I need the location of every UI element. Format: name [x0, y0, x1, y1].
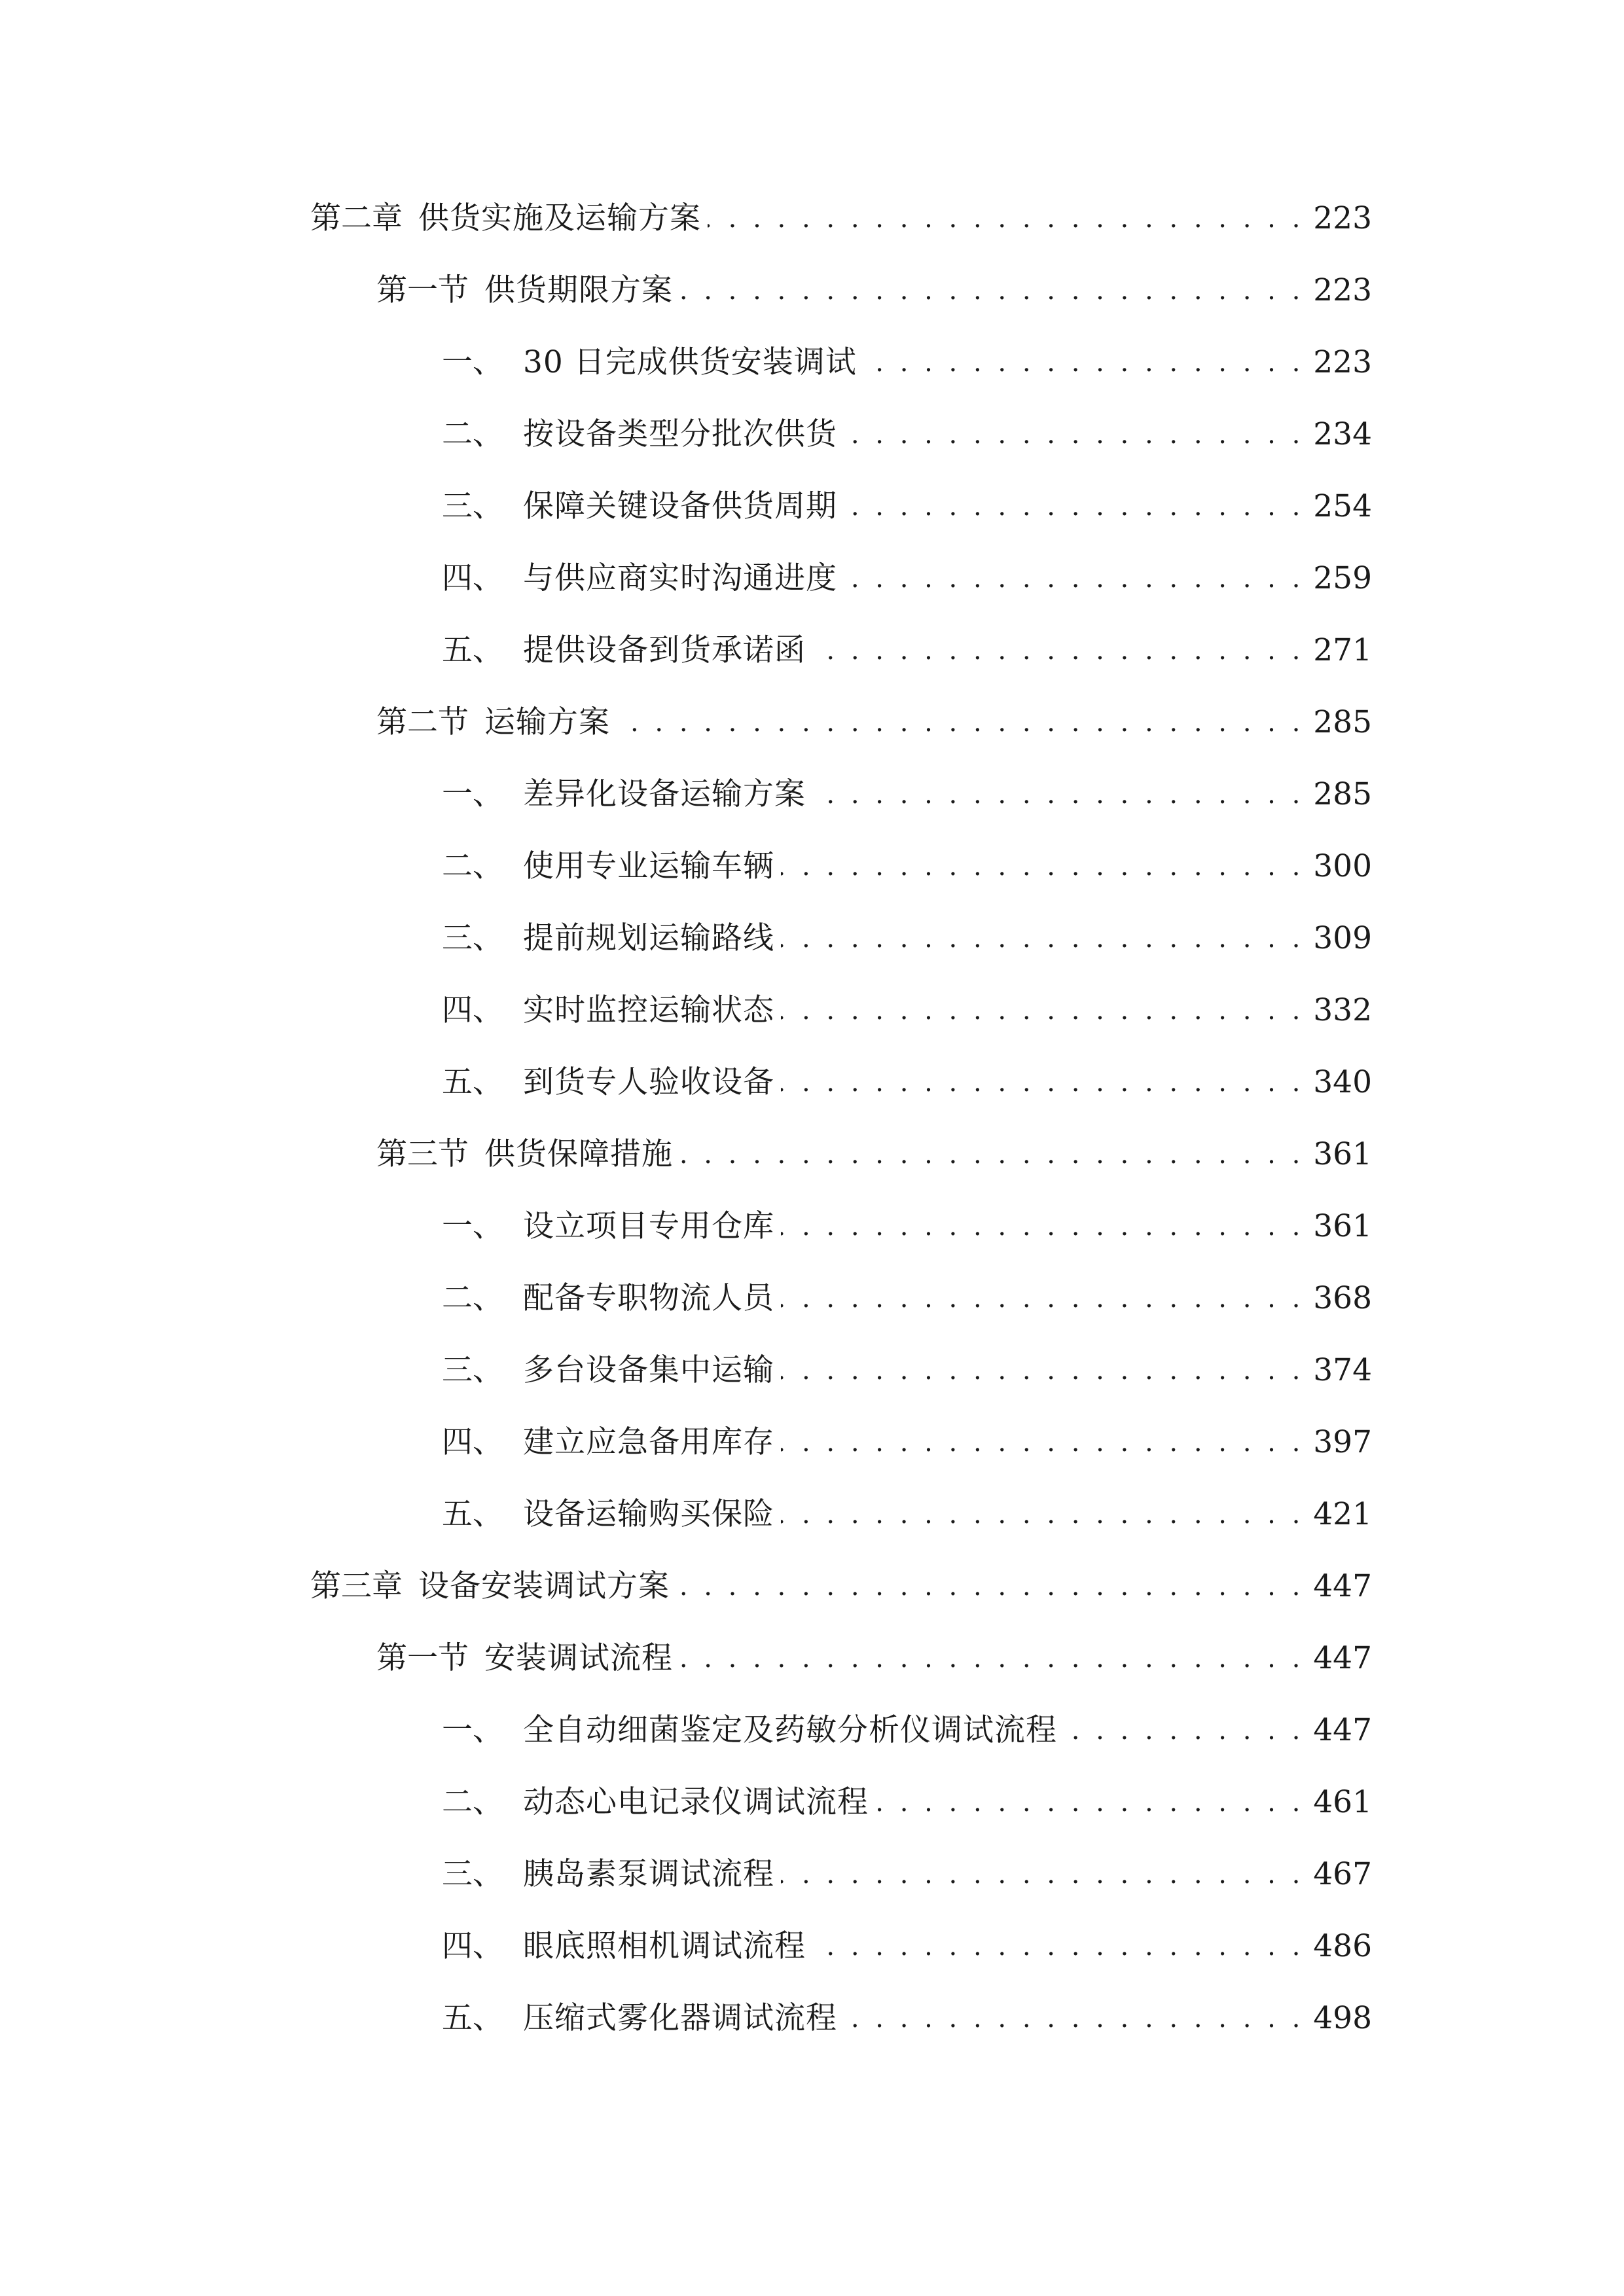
toc-entry-page-number: 486 — [1313, 1928, 1372, 1964]
toc-entry-item[interactable] — [442, 1416, 1372, 1469]
toc-entry-section[interactable] — [376, 696, 1372, 749]
toc-entry-prefix: 五、 — [442, 2000, 503, 2036]
toc-dot-leader — [812, 1920, 1304, 1973]
toc-entry-page-number: 467 — [1313, 1856, 1372, 1892]
toc-entry-item[interactable] — [442, 1776, 1372, 1829]
toc-entry-page-number: 285 — [1313, 704, 1372, 740]
toc-entry-title: 实时监控运输状态 — [523, 992, 774, 1028]
toc-entry-chapter-2[interactable] — [310, 192, 1372, 245]
toc-dot-leader — [781, 1272, 1304, 1325]
toc-entry-item[interactable] — [442, 912, 1372, 965]
toc-entry-title: 30 日完成供货安装调试 — [523, 344, 857, 380]
toc-entry-item[interactable] — [442, 1992, 1372, 2045]
toc-entry-prefix: 一、 — [442, 1712, 503, 1748]
toc-entry-title: 胰岛素泵调试流程 — [523, 1856, 774, 1892]
toc-dot-leader — [781, 984, 1304, 1037]
toc-entry-item[interactable] — [442, 840, 1372, 893]
toc-dot-leader — [781, 1488, 1304, 1541]
toc-entry-prefix: 二、 — [442, 1280, 503, 1316]
toc-dot-leader — [617, 696, 1304, 749]
toc-entry-page-number: 340 — [1313, 1064, 1372, 1100]
toc-entry-title: 安装调试流程 — [484, 1640, 673, 1676]
toc-entry-item[interactable] — [442, 1704, 1372, 1757]
toc-dot-leader — [781, 1200, 1304, 1253]
toc-entry-prefix: 一、 — [442, 344, 503, 380]
toc-entry-page-number: 300 — [1313, 848, 1372, 884]
toc-entry-item[interactable] — [442, 1920, 1372, 1973]
toc-entry-item[interactable] — [442, 1056, 1372, 1109]
toc-entry-prefix: 第三节 — [376, 1136, 469, 1172]
toc-dot-leader — [781, 1344, 1304, 1397]
toc-entry-prefix: 五、 — [442, 1496, 503, 1532]
toc-entry-title: 按设备类型分批次供货 — [523, 416, 837, 452]
toc-entry-prefix: 二、 — [442, 848, 503, 884]
toc-entry-title: 运输方案 — [484, 704, 610, 740]
toc-entry-prefix: 三、 — [442, 1352, 503, 1388]
toc-entry-section[interactable] — [376, 1128, 1372, 1181]
toc-dot-leader — [844, 408, 1304, 461]
toc-entry-page-number: 447 — [1313, 1712, 1372, 1748]
toc-entry-prefix: 四、 — [442, 992, 503, 1028]
toc-entry-page-number: 309 — [1313, 920, 1372, 956]
toc-entry-prefix: 二、 — [442, 416, 503, 452]
toc-entry-title: 提前规划运输路线 — [523, 920, 774, 956]
toc-entry-prefix: 一、 — [442, 1208, 503, 1244]
toc-entry-item[interactable] — [442, 768, 1372, 821]
toc-entry-prefix: 三、 — [442, 1856, 503, 1892]
toc-entry-page-number: 285 — [1313, 776, 1372, 812]
toc-entry-title: 保障关键设备供货周期 — [523, 488, 837, 524]
toc-dot-leader — [781, 1056, 1304, 1109]
toc-entry-section[interactable] — [376, 1632, 1372, 1685]
toc-entry-item[interactable] — [442, 1488, 1372, 1541]
toc-entry-prefix: 第三章 — [310, 1568, 403, 1604]
toc-entry-item[interactable] — [442, 336, 1372, 389]
toc-entry-title: 多台设备集中运输 — [523, 1352, 774, 1388]
toc-entry-item[interactable] — [442, 480, 1372, 533]
toc-dot-leader — [844, 1992, 1304, 2045]
toc-entry-title: 设备安装调试方案 — [418, 1568, 670, 1604]
toc-entry-item[interactable] — [442, 552, 1372, 605]
toc-entry-page-number: 397 — [1313, 1424, 1372, 1460]
toc-entry-page-number: 271 — [1313, 632, 1372, 668]
toc-entry-title: 供货实施及运输方案 — [418, 200, 701, 236]
toc-entry-title: 使用专业运输车辆 — [523, 848, 774, 884]
toc-dot-leader — [812, 768, 1304, 821]
toc-dot-leader — [875, 1776, 1304, 1829]
toc-entry-title: 建立应急备用库存 — [523, 1424, 774, 1460]
toc-dot-leader — [1064, 1704, 1304, 1757]
toc-entry-title: 眼底照相机调试流程 — [523, 1928, 806, 1964]
toc-dot-leader — [781, 912, 1304, 965]
toc-entry-page-number: 254 — [1313, 488, 1372, 524]
toc-entry-prefix: 三、 — [442, 920, 503, 956]
toc-entry-page-number: 447 — [1313, 1568, 1372, 1604]
toc-dot-leader — [708, 192, 1304, 245]
toc-dot-leader — [781, 1848, 1304, 1901]
toc-entry-prefix: 四、 — [442, 1424, 503, 1460]
toc-entry-item[interactable] — [442, 1848, 1372, 1901]
toc-dot-leader — [679, 1128, 1304, 1181]
toc-dot-leader — [781, 840, 1304, 893]
toc-entry-chapter-3[interactable] — [310, 1560, 1372, 1613]
toc-entry-page-number: 223 — [1313, 344, 1372, 380]
toc-entry-prefix: 第二章 — [310, 200, 403, 236]
toc-entry-page-number: 223 — [1313, 200, 1372, 236]
toc-dot-leader — [679, 1632, 1304, 1685]
toc-entry-title: 到货专人验收设备 — [523, 1064, 774, 1100]
toc-entry-title: 设立项目专用仓库 — [523, 1208, 774, 1244]
toc-entry-page-number: 361 — [1313, 1136, 1372, 1172]
toc-entry-section[interactable] — [376, 264, 1372, 317]
toc-entry-page-number: 368 — [1313, 1280, 1372, 1316]
toc-entry-title: 与供应商实时沟通进度 — [523, 560, 837, 596]
toc-entry-page-number: 374 — [1313, 1352, 1372, 1388]
toc-entry-item[interactable] — [442, 408, 1372, 461]
toc-entry-prefix: 第一节 — [376, 1640, 469, 1676]
toc-entry-prefix: 二、 — [442, 1784, 503, 1820]
toc-entry-prefix: 四、 — [442, 560, 503, 596]
toc-entry-prefix: 一、 — [442, 776, 503, 812]
toc-dot-leader — [844, 480, 1304, 533]
toc-entry-prefix: 第二节 — [376, 704, 469, 740]
toc-entry-title: 压缩式雾化器调试流程 — [523, 2000, 837, 2036]
toc-entry-prefix: 四、 — [442, 1928, 503, 1964]
toc-entry-title: 差异化设备运输方案 — [523, 776, 806, 812]
toc-dot-leader — [844, 552, 1304, 605]
toc-entry-page-number: 223 — [1313, 272, 1372, 308]
toc-dot-leader — [781, 1416, 1304, 1469]
toc-entry-item[interactable] — [442, 1344, 1372, 1397]
toc-entry-prefix: 五、 — [442, 632, 503, 668]
toc-entry-item[interactable] — [442, 1200, 1372, 1253]
toc-entry-item[interactable] — [442, 1272, 1372, 1325]
toc-entry-page-number: 259 — [1313, 560, 1372, 596]
toc-entry-title: 配备专职物流人员 — [523, 1280, 774, 1316]
toc-dot-leader — [812, 624, 1304, 677]
toc-entry-page-number: 361 — [1313, 1208, 1372, 1244]
toc-entry-page-number: 447 — [1313, 1640, 1372, 1676]
toc-entry-prefix: 第一节 — [376, 272, 469, 308]
toc-entry-item[interactable] — [442, 984, 1372, 1037]
toc-entry-page-number: 498 — [1313, 2000, 1372, 2036]
toc-dot-leader — [679, 264, 1304, 317]
toc-entry-title: 提供设备到货承诺函 — [523, 632, 806, 668]
toc-entry-page-number: 461 — [1313, 1784, 1372, 1820]
toc-entry-title: 动态心电记录仪调试流程 — [523, 1784, 869, 1820]
toc-entry-title: 供货期限方案 — [484, 272, 673, 308]
toc-entry-prefix: 三、 — [442, 488, 503, 524]
toc-dot-leader — [863, 336, 1305, 389]
toc-entry-title: 供货保障措施 — [484, 1136, 673, 1172]
toc-entry-page-number: 234 — [1313, 416, 1372, 452]
toc-entry-item[interactable] — [442, 624, 1372, 677]
toc-entry-page-number: 421 — [1313, 1496, 1372, 1532]
toc-dot-leader — [676, 1560, 1304, 1613]
toc-entry-page-number: 332 — [1313, 992, 1372, 1028]
toc-entry-title: 设备运输购买保险 — [523, 1496, 774, 1532]
toc-entry-title: 全自动细菌鉴定及药敏分析仪调试流程 — [523, 1712, 1057, 1748]
toc-entry-prefix: 五、 — [442, 1064, 503, 1100]
